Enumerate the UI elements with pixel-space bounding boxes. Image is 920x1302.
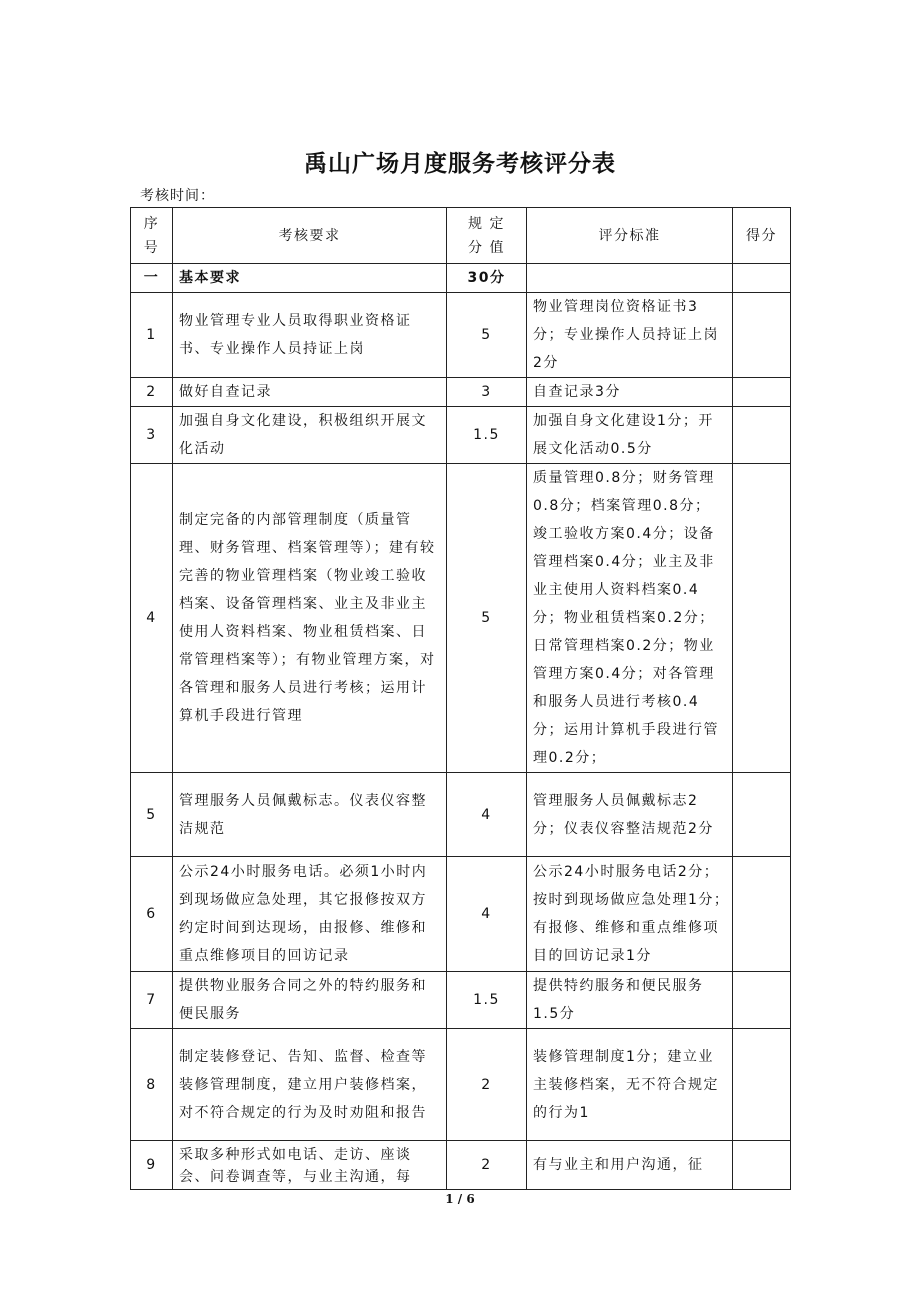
row-no: 6 bbox=[131, 857, 173, 972]
row-no: 7 bbox=[131, 972, 173, 1029]
row-no: 4 bbox=[131, 464, 173, 773]
row-obtained bbox=[733, 293, 791, 378]
row-score: 5 bbox=[447, 464, 527, 773]
row-standard: 加强自身文化建设1分；开展文化活动0.5分 bbox=[527, 407, 733, 464]
table-row bbox=[131, 293, 791, 378]
table-row bbox=[131, 378, 791, 407]
row-obtained bbox=[733, 857, 791, 972]
table-row bbox=[131, 1141, 791, 1190]
row-requirement: 物业管理专业人员取得职业资格证书、专业操作人员持证上岗 bbox=[173, 293, 447, 378]
row-standard: 质量管理0.8分；财务管理0.8分；档案管理0.8分；竣工验收方案0.4分；设备管理档案0.4分；业主及非业主使用人资料档案0.4分；物业租赁档案0.2分；日常管理档案0.2分；物业管理方案0.4分；对各管理和服务人员进行考核0.4分；运用计算机手段进行管理0.2分； bbox=[527, 464, 733, 773]
row-score: 3 bbox=[447, 378, 527, 407]
row-requirement: 制定装修登记、告知、监督、检查等装修管理制度，建立用户装修档案，对不符合规定的行为及时劝阻和报告 bbox=[173, 1029, 447, 1141]
header-row bbox=[131, 208, 791, 264]
table-row bbox=[131, 407, 791, 464]
row-score: 1.5 bbox=[447, 407, 527, 464]
row-standard: 管理服务人员佩戴标志2分；仪表仪容整洁规范2分 bbox=[527, 773, 733, 857]
row-requirement: 管理服务人员佩戴标志。仪表仪容整洁规范 bbox=[173, 773, 447, 857]
row-score: 2 bbox=[447, 1141, 527, 1190]
row-score: 1.5 bbox=[447, 972, 527, 1029]
row-obtained bbox=[733, 1141, 791, 1190]
row-requirement: 做好自查记录 bbox=[173, 378, 447, 407]
score-table bbox=[130, 207, 791, 1190]
section-score: 30分 bbox=[447, 264, 527, 293]
header-standard: 评分标准 bbox=[527, 208, 733, 264]
header-no: 序号 bbox=[131, 208, 173, 264]
header-requirement: 考核要求 bbox=[173, 208, 447, 264]
header-obtained: 得分 bbox=[733, 208, 791, 264]
row-no: 3 bbox=[131, 407, 173, 464]
section-row bbox=[131, 264, 791, 293]
section-no: 一 bbox=[131, 264, 173, 293]
table-row bbox=[131, 1029, 791, 1141]
row-no: 2 bbox=[131, 378, 173, 407]
row-requirement: 公示24小时服务电话。必须1小时内到现场做应急处理，其它报修按双方约定时间到达现场，由报修、维修和重点维修项目的回访记录 bbox=[173, 857, 447, 972]
table-row bbox=[131, 773, 791, 857]
row-requirement: 提供物业服务合同之外的特约服务和便民服务 bbox=[173, 972, 447, 1029]
row-requirement: 制定完备的内部管理制度（质量管理、财务管理、档案管理等）；建有较完善的物业管理档案（物业竣工验收档案、设备管理档案、业主及非业主使用人资料档案、物业租赁档案、日常管理档案等）；有物业管理方案，对各管理和服务人员进行考核；运用计算机手段进行管理 bbox=[173, 464, 447, 773]
row-obtained bbox=[733, 1029, 791, 1141]
row-obtained bbox=[733, 378, 791, 407]
section-std-empty bbox=[527, 264, 733, 293]
assessment-time-label: 考核时间： bbox=[140, 188, 215, 204]
row-obtained bbox=[733, 773, 791, 857]
row-obtained bbox=[733, 972, 791, 1029]
row-requirement: 加强自身文化建设，积极组织开展文化活动 bbox=[173, 407, 447, 464]
row-no: 8 bbox=[131, 1029, 173, 1141]
row-obtained bbox=[733, 464, 791, 773]
row-standard: 公示24小时服务电话2分；按时到现场做应急处理1分；有报修、维修和重点维修项目的回访记录1分 bbox=[527, 857, 733, 972]
row-obtained bbox=[733, 407, 791, 464]
section-name: 基本要求 bbox=[173, 264, 447, 293]
row-requirement: 采取多种形式如电话、走访、座谈会、问卷调查等，与业主沟通，每 bbox=[173, 1141, 447, 1190]
header-score: 规 定 分 值 bbox=[447, 208, 527, 264]
row-standard: 提供特约服务和便民服务1.5分 bbox=[527, 972, 733, 1029]
row-standard: 有与业主和用户沟通，征 bbox=[527, 1141, 733, 1190]
table-row bbox=[131, 857, 791, 972]
row-score: 4 bbox=[447, 773, 527, 857]
row-score: 5 bbox=[447, 293, 527, 378]
section-got-empty bbox=[733, 264, 791, 293]
row-standard: 自查记录3分 bbox=[527, 378, 733, 407]
row-no: 1 bbox=[131, 293, 173, 378]
table-row bbox=[131, 464, 791, 773]
table-row bbox=[131, 972, 791, 1029]
row-standard: 装修管理制度1分；建立业主装修档案，无不符合规定的行为1 bbox=[527, 1029, 733, 1141]
row-score: 2 bbox=[447, 1029, 527, 1141]
row-no: 9 bbox=[131, 1141, 173, 1190]
page-number: 1 / 6 bbox=[445, 1192, 475, 1206]
row-no: 5 bbox=[131, 773, 173, 857]
row-score: 4 bbox=[447, 857, 527, 972]
row-standard: 物业管理岗位资格证书3分；专业操作人员持证上岗2分 bbox=[527, 293, 733, 378]
page-title: 禹山广场月度服务考核评分表 bbox=[304, 151, 616, 177]
